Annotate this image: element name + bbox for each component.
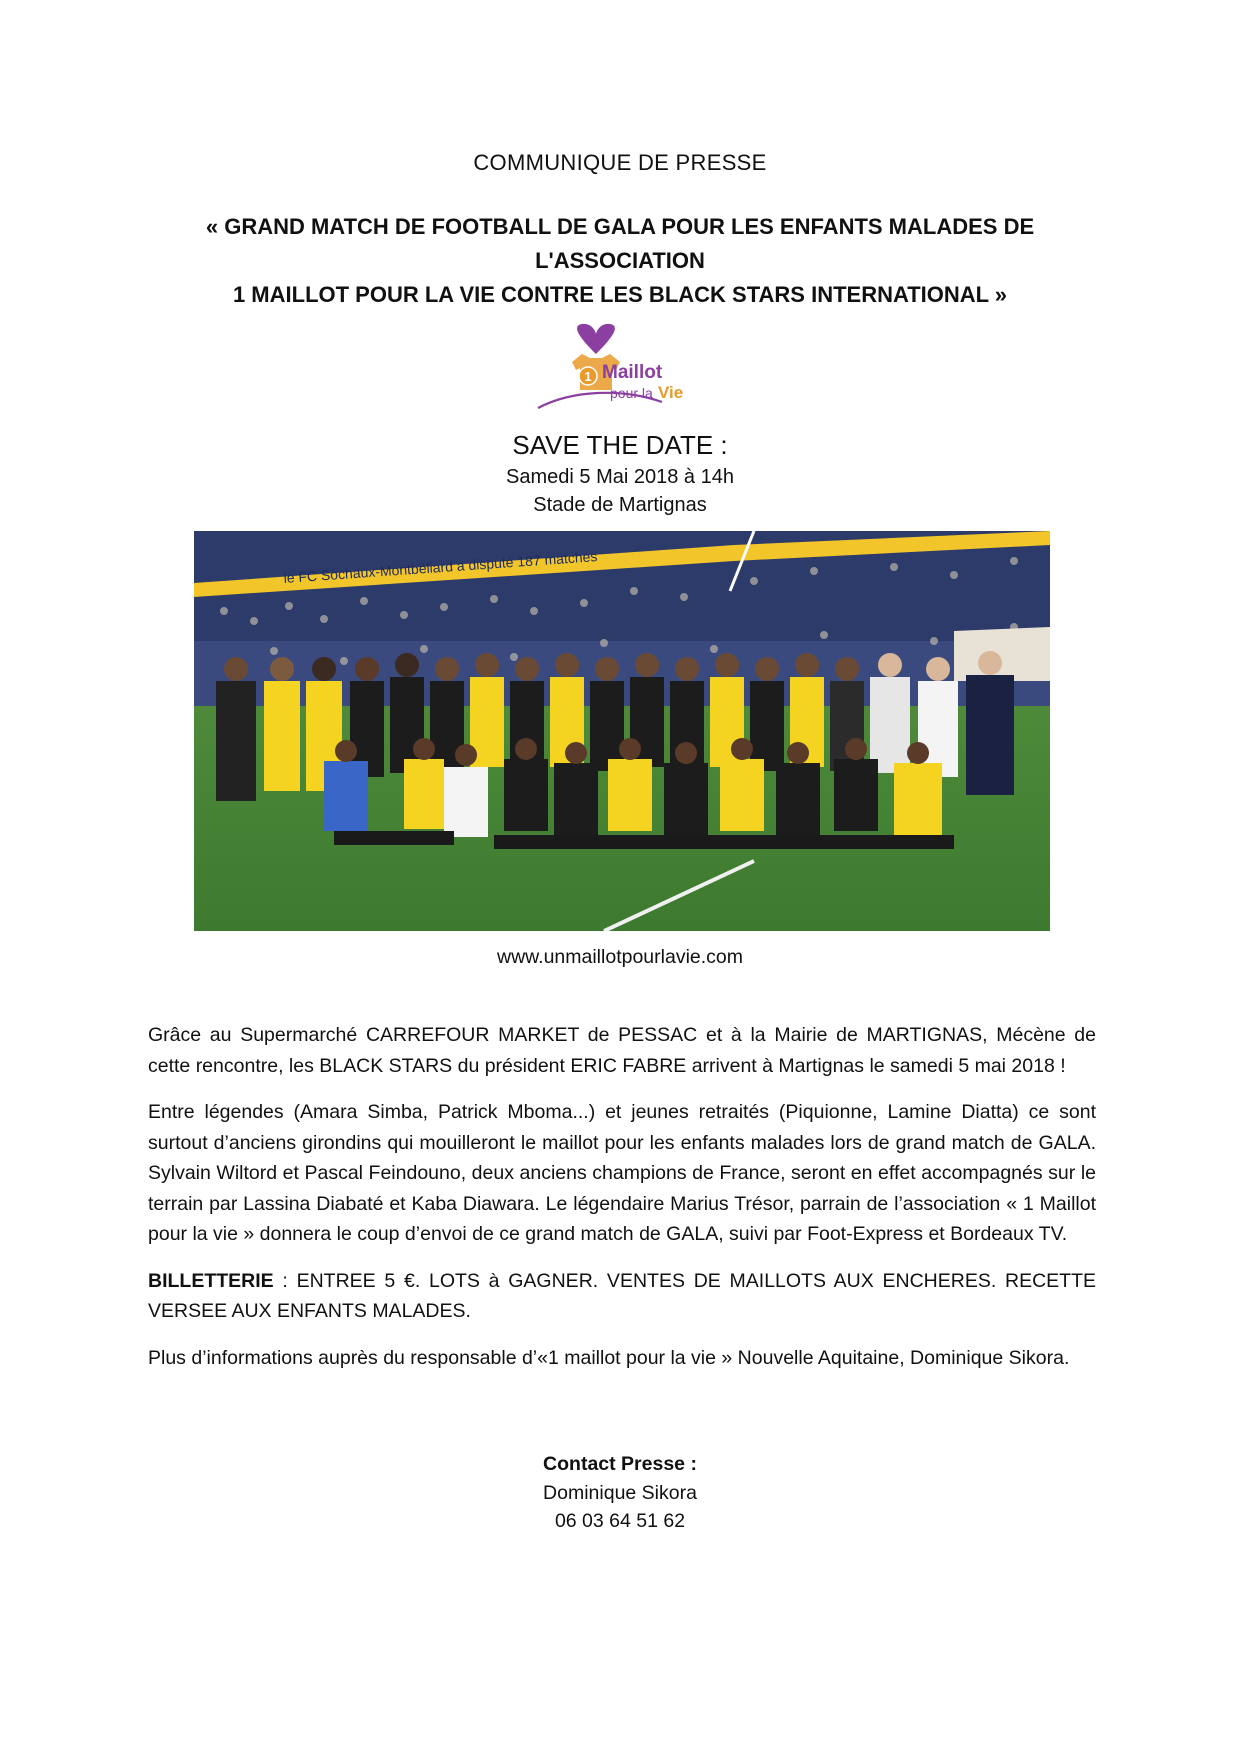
contact-label: Contact Presse : <box>543 1453 697 1475</box>
headline-line-2: 1 MAILLOT POUR LA VIE CONTRE LES BLACK STARS INTERNATIONAL » <box>232 282 1008 307</box>
team-photo-image <box>194 531 1050 931</box>
event-date-time: Samedi 5 Mai 2018 à 14h <box>506 466 734 488</box>
headline <box>140 210 1100 312</box>
stadium-banner-text: le FC Sochaux-Montbéliard a disputé 187 matches <box>283 548 598 586</box>
logo-number: 1 <box>584 369 592 384</box>
headline-line-1: « GRAND MATCH DE FOOTBALL DE GALA POUR LES ENFANTS MALADES DE L'ASSOCIATION <box>205 214 1035 273</box>
save-the-date: SAVE THE DATE : <box>512 430 728 460</box>
website-link[interactable]: www.unmaillotpourlavie.com <box>496 946 744 968</box>
heart-icon <box>577 324 615 354</box>
document-kicker: COMMUNIQUE DE PRESSE <box>473 150 767 175</box>
press-contact <box>0 1450 1240 1536</box>
team-photo <box>194 531 1050 931</box>
association-logo <box>532 318 708 418</box>
logo-word-pourla: pour la <box>610 385 653 401</box>
paragraph-players: Entre légendes (Amara Simba, Patrick Mboma...) et jeunes retraités (Piquionne, Lamine Diatta) ce sont surtout d’anciens girondins qui mouilleront le maillot pour les enfants malades lors de grand match de GALA. Sylvain Wiltord et Pascal Feindouno, deux anciens champions de France, seront en effet accompagnés sur le terrain par Lassina Diabaté et Kaba Diawara. Le légendaire Marius Trésor, parrain de l’association « 1 Maillot pour la vie » donnera le coup d’envoi de ce grand match de GALA, suivi par Foot-Express et Bordeaux TV. <box>148 1101 1096 1245</box>
press-release-body <box>148 1020 1096 1389</box>
contact-name: Dominique Sikora <box>543 1481 697 1504</box>
paragraph-sponsors: Grâce au Supermarché CARREFOUR MARKET de PESSAC et à la Mairie de MARTIGNAS, Mécène de cette rencontre, les BLACK STARS du président ERIC FABRE arrivent à Martignas le samedi 5 mai 2018 ! <box>148 1024 1096 1077</box>
ticketing-text: : ENTREE 5 €. LOTS à GAGNER. VENTES DE MAILLOTS AUX ENCHERES. RECETTE VERSEE AUX ENFANTS MALADES. <box>148 1269 1096 1322</box>
contact-phone: 06 03 64 51 62 <box>554 1510 686 1532</box>
logo-graphic <box>532 318 708 418</box>
logo-word-vie: Vie <box>658 383 684 402</box>
paragraph-ticketing <box>148 1266 1096 1327</box>
paragraph-more-info: Plus d’informations auprès du responsable d’«1 maillot pour la vie » Nouvelle Aquitaine, Dominique Sikora. <box>148 1346 1070 1369</box>
ticketing-label: BILLETTERIE <box>148 1269 274 1292</box>
event-venue: Stade de Martignas <box>533 494 707 516</box>
logo-word-maillot: Maillot <box>602 362 663 383</box>
